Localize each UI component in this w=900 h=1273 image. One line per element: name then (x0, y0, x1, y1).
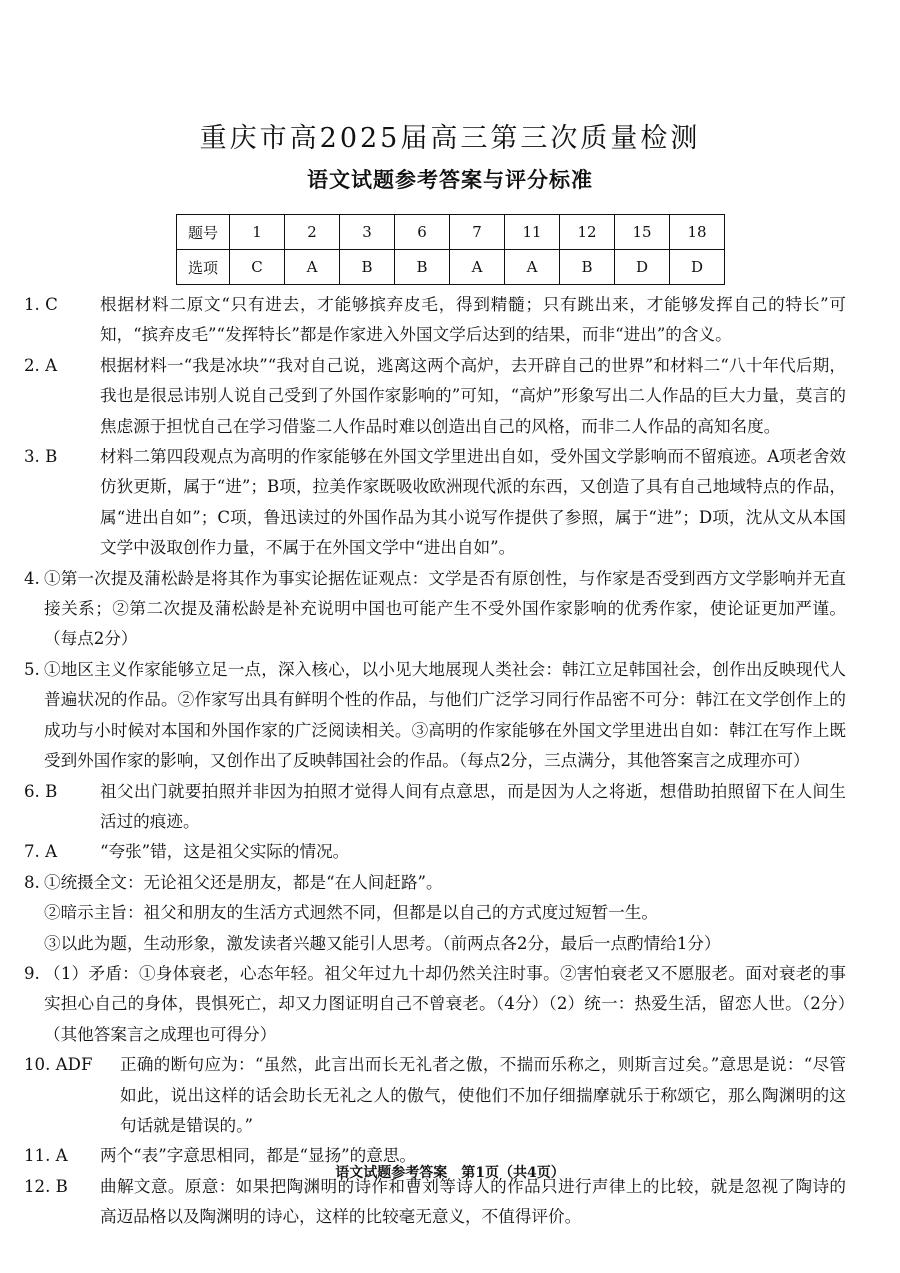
item-text: 两个“表”字意思相同，都是“显扬”的意思。 (100, 1146, 417, 1166)
item-number: 11. A (24, 1146, 68, 1166)
answer-cell: D (615, 250, 670, 285)
answer-cell: A (505, 250, 560, 285)
item-text: 材料二第四段观点为高明的作家能够在外国文学里进出自如，受外国文学影响而不留痕迹。A项老舍效仿狄更斯，属于“进”；B项，拉美作家既吸收欧洲现代派的东西，又创造了具有自己地域特点的作品，属“进出自如”；C项，鲁迅读过的外国作品为其小说写作提供了参照，属于“进”；D项，沈从文从本国文学中汲取创作力量，不属于在外国文学中“进出自如”。 (100, 447, 846, 558)
answer-cell: A (450, 250, 505, 285)
item-number: 10. ADF (24, 1055, 93, 1075)
item-number: 1. C (24, 295, 58, 314)
answer-item (24, 564, 846, 655)
item-text: ①地区主义作家能够立足一点，深入核心，以小见大地展现人类社会：韩江立足韩国社会，创作出反映现代人普遍状况的作品。②作家写出具有鲜明个性的作品，与他们广泛学习同行作品密不可分：韩江在文学创作上的成功与小时候对本国和外国作家的广泛阅读相关。③高明的作家能够在外国文学里进出自如：韩江在写作上既受到外国作家的影响，又创作出了反映韩国社会的作品。（每点2分，三点满分，其他答案言之成理亦可） (44, 659, 846, 771)
answer-item (24, 442, 846, 564)
page-subtitle: 语文试题参考答案与评分标准 (307, 167, 593, 192)
answer-cell: A (285, 250, 340, 285)
item-number: 5. (24, 659, 40, 679)
item-number: 4. (24, 568, 40, 588)
answer-label: 选项 (177, 250, 230, 285)
question-number-cell: 18 (670, 215, 725, 250)
question-number-cell: 2 (285, 215, 340, 250)
answer-item (24, 655, 846, 777)
item-subpoint: ②暗示主旨：祖父和朋友的生活方式迥然不同，但都是以自己的方式度过短暂一生。 (44, 903, 658, 923)
item-number: 9. (24, 963, 40, 983)
item-number: 8. (24, 872, 40, 892)
item-text: 曲解文意。原意：如果把陶渊明的诗作和曹刘等诗人的作品只进行声律上的比较，就是忽视了陶诗的高迈品格以及陶渊明的诗心，这样的比较毫无意义，不值得评价。 (100, 1176, 846, 1227)
answer-item (24, 837, 846, 867)
question-number-cell: 7 (450, 215, 505, 250)
answer-item (24, 777, 846, 838)
answer-item (24, 290, 846, 351)
item-text: ①统摄全文：无论祖父还是朋友，都是“在人间赶路”。 (44, 872, 443, 892)
question-number-cell: 6 (395, 215, 450, 250)
question-number-cell: 3 (340, 215, 395, 250)
answer-item (24, 959, 846, 1050)
question-number-label: 题号 (177, 215, 230, 250)
item-number: 2. A (24, 355, 58, 375)
question-number-cell: 12 (560, 215, 615, 250)
item-text: （1）矛盾：①身体衰老，心态年轻。祖父年过九十却仍然关注时事。②害怕衰老又不愿服老。面对衰老的事实担心自己的身体，畏惧死亡，却又力图证明自己不曾衰老。（4分）（2）统一：热爱生活，留恋人世。（2分）（其他答案言之成理也可得分） (44, 963, 846, 1044)
answer-cell: C (230, 250, 285, 285)
item-number: 6. B (24, 781, 58, 801)
answer-table (176, 214, 725, 285)
answer-cell: B (560, 250, 615, 285)
answer-item (24, 1050, 846, 1141)
page-title: 重庆市高2025届高三第三次质量检测 (199, 123, 701, 154)
answer-explanations (24, 290, 846, 1233)
item-number: 12. B (24, 1176, 68, 1196)
item-text: 正确的断句应为：“虽然，此言出而长无礼者之傲，不揣而乐称之，则斯言过矣。”意思是说：“尽管如此，说出这样的话会助长无礼之人的傲气，使他们不加仔细揣摩就乐于称颂它，那么陶渊明的这句话就是错误的。” (120, 1055, 846, 1135)
answer-row (177, 250, 725, 285)
answer-cell: B (340, 250, 395, 285)
answer-cell: D (670, 250, 725, 285)
item-number: 7. A (24, 842, 58, 862)
answer-item (24, 351, 846, 442)
item-number: 3. B (24, 447, 58, 467)
question-number-cell: 11 (505, 215, 560, 250)
answer-item (24, 868, 846, 959)
item-text: “夸张”错，这是祖父实际的情况。 (100, 842, 350, 862)
question-number-cell: 1 (230, 215, 285, 250)
question-number-cell: 15 (615, 215, 670, 250)
item-text: 根据材料一“我是冰块”“我对自己说，逃离这两个高炉，去开辟自己的世界”和材料二“八十年代后期，我也是很忌讳别人说自己受到了外国作家影响的”可知，“高炉”形象写出二人作品的巨大力量，莫言的焦虑源于担忧自己在学习借鉴二人作品时难以创造出自己的风格，而非二人作品的高知名度。 (100, 355, 846, 436)
item-text: 根据材料二原文“只有进去，才能够摈弃皮毛，得到精髓；只有跳出来，才能够发挥自己的特长”可知，“摈弃皮毛”“发挥特长”都是作家进入外国文学后达到的结果，而非“进出”的含义。 (100, 295, 846, 345)
question-number-row (177, 215, 725, 250)
item-subpoint: ③以此为题，生动形象，激发读者兴趣又能引人思考。（前两点各2分，最后一点酌情给1分） (44, 933, 721, 953)
item-text: ①第一次提及蒲松龄是将其作为事实论据佐证观点：文学是否有原创性，与作家是否受到西方文学影响并无直接关系；②第二次提及蒲松龄是补充说明中国也可能产生不受外国作家影响的优秀作家，使论证更加严谨。（每点2分） (44, 568, 846, 649)
item-text: 祖父出门就要拍照并非因为拍照才觉得人间有点意思，而是因为人之将逝，想借助拍照留下在人间生活过的痕迹。 (100, 781, 846, 831)
answer-cell: B (395, 250, 450, 285)
page-footer: 语文试题参考答案 第1页（共4页） (335, 1165, 565, 1181)
